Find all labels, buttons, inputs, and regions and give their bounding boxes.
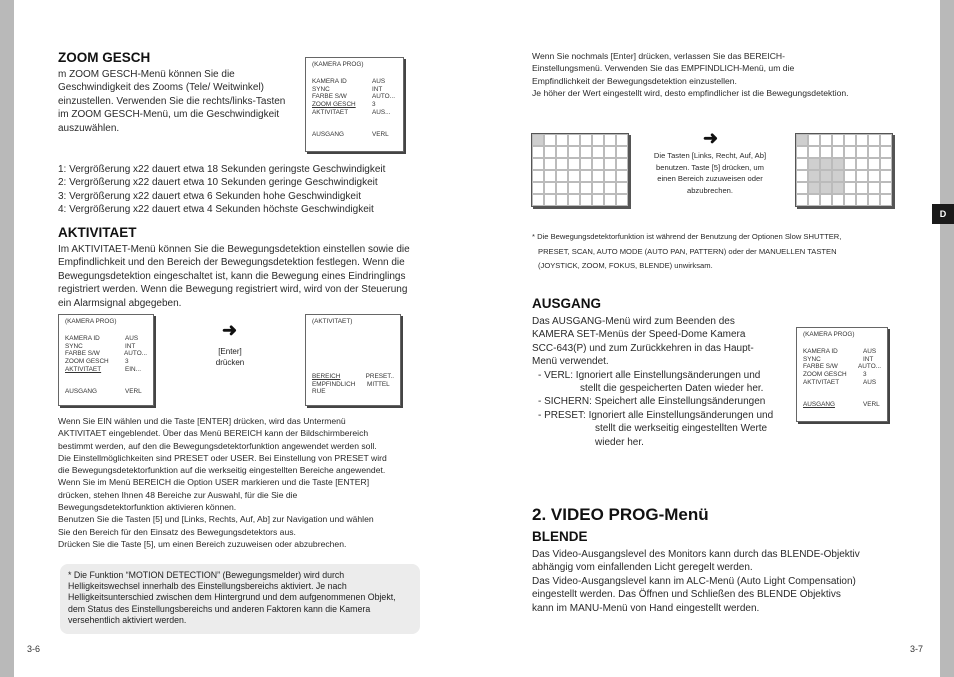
zoom-text: m ZOOM GESCH-Menü können Sie die Geschwindigkeit des Zooms (Tele/ Weitwinkel) einzustellen. Verwenden Sie die rechts/links-Tasten im ZOOM GESCH-Menü, um die Geschwindigkeit auszuwählen. — [58, 69, 286, 134]
aktivitaet-text: Im AKTIVITAET-Menü können Sie die Bewegungsdetektion einstellen sowie die Empfindlichkeit und den Bereich der Bewegungsdetektion festlegen. Wenn die Bewegungsdetektion eingeschaltet ist, kann die Bewegung eines Eindringlings registriert werden. Wenn die Bewegung registriert wird, wird von der Steuerung ein Alarmsignal abgegeben. — [58, 244, 410, 309]
list-item: 3: Vergrößerung x22 dauert etwa 6 Sekunden hohe Geschwindigkeit — [58, 190, 361, 202]
aktivitaet-heading: AKTIVITAET — [58, 225, 137, 240]
page-number-right: 3-7 — [910, 644, 924, 654]
ausgang-text: Das AUSGANG-Menü wird zum Beenden des KAMERA SET-Menüs der Speed-Dome Kamera SCC-643(P) und zum Zurückkehren in das Haupt- Menü verwendet. - VERL: Ignoriert alle Einstellungsänderungen und stellt die gespeicherten Daten wieder her. - SICHERN: Speichert alle Einstellungsänderungen - PRESET: Ignoriert alle Einstellungsänderungen und stellt die werkseitig eingestellten Werte wieder her. — [532, 316, 774, 448]
list-item: 2: Vergrößerung x22 dauert etwa 10 Sekunden geringe Geschwindigkeit — [58, 177, 378, 189]
intro-text: Wenn Sie nochmals [Enter] drücken, verlassen Sie das BEREICH- Einstellungsmenü. Verwenden Sie das EMPFINDLICH-Menü, um die Empfindlichkeit der Bewegungsdetektion einzustellen. Je höher der Wert eingestellt wird, desto empfindlicher ist die Bewegungsdetektion. — [532, 51, 849, 98]
zoom-heading: ZOOM GESCH — [58, 50, 151, 65]
left-page-edge — [0, 0, 14, 677]
right-arrow-icon: ➜ — [703, 128, 719, 148]
grid-caption: Die Tasten [Links, Recht, Auf, Ab] benutzen. Taste [5] drücken, um einen Bereich zuzuweisen oder abzubrechen. — [653, 151, 767, 195]
motion-note: * Die Funktion “MOTION DETECTION” (Bewegungsmelder) wird durch Helligkeitswechsel innerhalb des Einstellungsbereichs aktiviert. Je nach Helligkeitsunterschied zwischen dem Hintergrund und dem aufgenommenen Objekt, dem Status des Einstellungsbereichs und anderen Faktoren kann die Kamera versehentlich aktiviert werden. — [60, 564, 420, 634]
list-item: 4: Vergrößerung x22 dauert etwa 4 Sekunden höchste Geschwindigkeit — [58, 204, 374, 216]
page-number-left: 3-6 — [27, 644, 41, 654]
aktivitaet-menu: (AKTIVITAET) BEREICH PRESET.. EMPFINDLICH MITTEL RUE — [305, 314, 401, 406]
zoom-speed-list — [58, 163, 385, 217]
ausgang-heading: AUSGANG — [532, 296, 602, 311]
grid-note: * Die Bewegungsdetektorfunktion ist während der Benutzung der Optionen Slow SHUTTER, PRESET, SCAN, AUTO MODE (AUTO PAN, PATTERN) oder der MANUELLEN TASTEN (JOYSTICK, ZOOM, FOKUS, BLENDE) unwirksam. — [532, 232, 842, 270]
right-page-edge — [940, 0, 954, 677]
side-tab: D — [932, 204, 954, 224]
area-grid-after — [795, 133, 893, 207]
right-arrow-icon: ➜ — [222, 320, 238, 340]
aktivitaet-body: Wenn Sie EIN wählen und die Taste [ENTER] drücken, wird das Untermenü AKTIVITAET eingeblendet. Über das Menü BEREICH kann der Bildschirmbereich bestimmt werden, auf den die Bewegungsdetektorfunktion angewendet werden soll. Die Einstellmöglichkeiten sind PRESET oder USER. Bei Einstellung von PRESET wird die Bewegungsdetektorfunktion auf die werkseitig eingestellten Bereiche angewendet. Wenn Sie im Menü BEREICH die Option USER markieren und die Taste [ENTER] drücken, stehen Ihnen 48 Bereiche zur Auswahl, für die Sie die Bewegungsdetektorfunktion aktivieren können. Benutzen Sie die Tasten [5] und [Links, Rechts, Auf, Ab] zur Navigation und wählen Sie den Bereich für den Einsatz des Bewegungsdetektors aus. Drücken Sie die Taste [5], um einen Bereich zuzuweisen oder abzubrechen. — [58, 416, 387, 549]
blende-text: Das Video-Ausgangslevel des Monitors kann durch das BLENDE-Objektiv abhängig vom einfallenden Licht geregelt werden. Das Video-Ausgangslevel kann im ALC-Menü (Auto Light Compensation) eingestellt werden. Das Öffnen und Schließen des BLENDE Objektivs kann im MANU-Menü von Hand eingestellt werden. — [532, 549, 860, 614]
blende-heading: BLENDE — [532, 529, 588, 544]
menu-title: (KAMERA PROG) — [312, 61, 364, 68]
enter-label: [Enter] drücken — [215, 347, 245, 367]
ausgang-menu: (KAMERA PROG) KAMERA ID AUS SYNC INT FARBE S/W AUTO... ZOOM GESCH 3 AKTIVITAET AUS AUSGANG VERL — [796, 327, 888, 422]
list-item: 1: Vergrößerung x22 dauert etwa 18 Sekunden geringste Geschwindigkeit — [58, 164, 386, 175]
area-grid-before — [531, 133, 629, 207]
section-title: 2. VIDEO PROG-Menü — [532, 505, 709, 524]
zoom-menu: (KAMERA PROG) KAMERA ID AUS SYNC INT FARBE S/W AUTO... ZOOM GESCH 3 AKTIVITAET AUS... AUSGANG VERL — [305, 57, 404, 152]
kamera-prog-menu: (KAMERA PROG) KAMERA ID AUS SYNC INT FARBE S/W AUTO... ZOOM GESCH 3 AKTIVITAET EIN... AUSGANG VERL — [58, 314, 154, 406]
